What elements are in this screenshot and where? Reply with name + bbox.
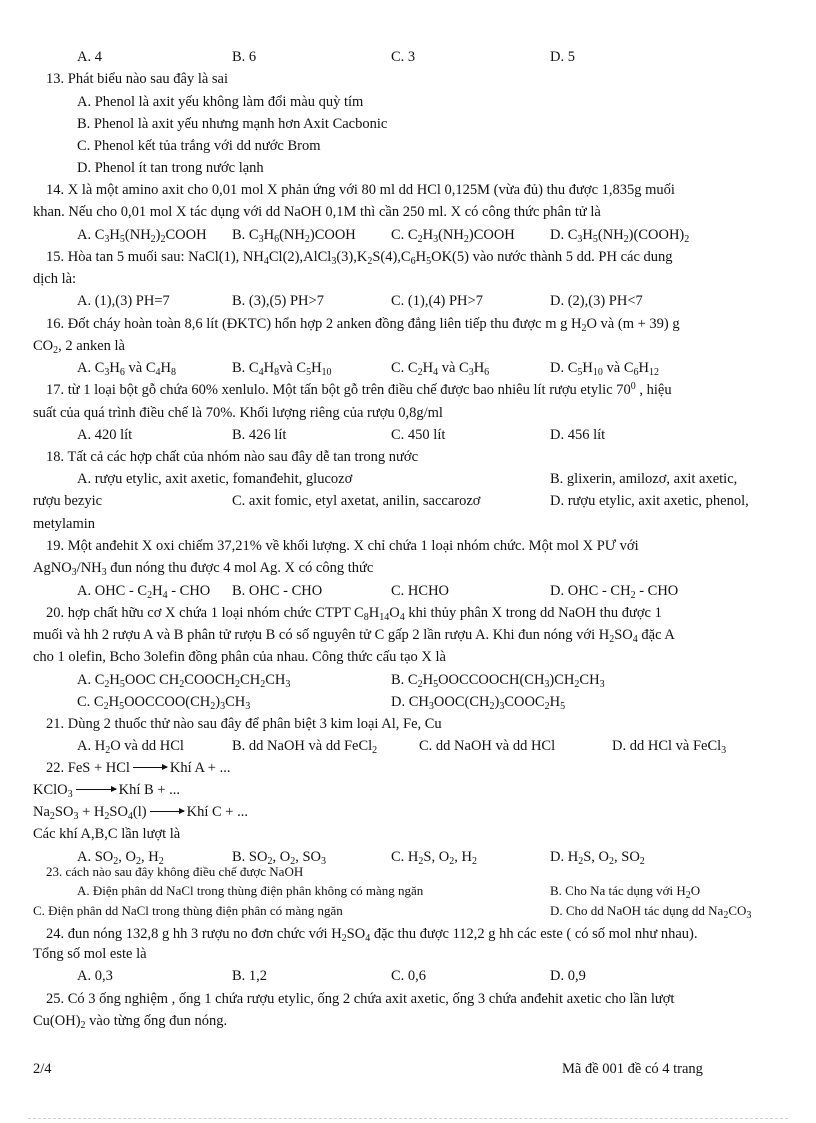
q15-option-b: B. (3),(5) PH>7 [232, 293, 324, 309]
q19-stem-line2: $AgNO_3/NH_3$ đun nóng thu được 4 mol Ag. X có công thức [33, 560, 374, 578]
q13-option-c: C. Phenol kết tủa trắng với dd nước Brom [77, 138, 321, 154]
exam-code: Mã đề 001 đề có 4 trang [562, 1061, 703, 1077]
q21-stem: 21. Dùng 2 thuốc thử nào sau đây để phân biệt 3 kim loại Al, Fe, Cu [46, 716, 442, 732]
q25-stem-line1: 25. Có 3 ống nghiệm , ống 1 chứa rượu etylic, ống 2 chứa axit axetic, ống 3 chứa anđehit axetic cho lần lượt [46, 991, 675, 1007]
q19-option-c: C. HCHO [391, 583, 450, 599]
q22-reaction-1: 22. FeS + HCl Khí A + ... [46, 760, 231, 776]
q16-option-a: A. $C_3H_6$ và $C_4H_8$ [77, 360, 176, 378]
q18-option-c: C. axit fomic, etyl axetat, anilin, saccarozơ [232, 493, 481, 509]
q14-stem-line2: khan. Nếu cho 0,01 mol X tác dụng với dd NaOH 0,1M thì cần 250 ml. X có công thức phân tử là [33, 204, 601, 220]
page-divider [28, 1118, 788, 1119]
q16-option-c: C. $C_2H_4$ và $C_3H_6$ [391, 360, 490, 378]
q18-option-a: A. rượu etylic, axit axetic, fomanđehit, glucozơ [77, 471, 353, 487]
q23-option-b: B. Cho Na tác dụng với $H_2O$ [550, 883, 701, 901]
q20-option-c: C. $C_2H_5OOCCOO(CH_2)_3CH_3$ [77, 694, 251, 712]
q21-option-d: D. dd HCl và FeCl$_3$ [612, 738, 727, 756]
q23-option-d: D. Cho dd NaOH tác dụng dd $Na_2CO_3$ [550, 903, 752, 921]
q16-stem-line2: $CO_2$, 2 anken là [33, 338, 125, 356]
q14-option-d: D. $C_3H_5(NH_2)(COOH)_2$ [550, 227, 690, 245]
page-number: 2/4 [33, 1061, 52, 1077]
q24-option-a: A. 0,3 [77, 968, 113, 984]
q17-stem-line2: suất của quá trình điều chế là 70%. Khối lượng riêng của rượu 0,8g/ml [33, 405, 443, 421]
q22-option-c: C. $H_2S$, $O_2$, $H_2$ [391, 849, 477, 867]
q22-reaction-2: KClO$_3$ Khí B + ... [33, 782, 181, 800]
q17-stem-line1: 17. từ 1 loại bột gỗ chứa 60% xenlulo. Một tấn bột gỗ trên điều chế được bao nhiêu lít rượu etylic $70^0$ , hiệu [46, 381, 672, 398]
q22-reaction-3: $Na_2SO_3 + H_2SO_4(l)$ Khí C + ... [33, 804, 248, 822]
q20-stem-line3: cho 1 olefin, Bcho 3olefin đồng phân của nhau. Công thức cấu tạo X là [33, 649, 446, 665]
q20-option-d: D. $CH_3OOC(CH_2)_3COOC_2H_5$ [391, 694, 566, 712]
q15-option-c: C. (1),(4) PH>7 [391, 293, 483, 309]
q23-stem: 23. cách nào sau đây không điều chế được NaOH [46, 864, 304, 879]
q14-option-a: A. $C_3H_5(NH_2)_2COOH$ [77, 227, 207, 245]
q17-option-d: D. 456 lít [550, 427, 606, 443]
q18-stem: 18. Tất cả các hợp chất của nhóm nào sau đây dễ tan trong nước [46, 449, 419, 465]
q22-option-b: B. $SO_2$, $O_2$, $SO_3$ [232, 849, 326, 867]
q21-option-a: A. $H_2O$ và dd HCl [77, 738, 184, 756]
q18-option-b: B. glixerin, amilozơ, axit axetic, [550, 471, 738, 487]
q13-option-d: D. Phenol ít tan trong nước lạnh [77, 160, 264, 176]
q22-option-a: A. $SO_2$, $O_2$, $H_2$ [77, 849, 164, 867]
q24-option-b: B. 1,2 [232, 968, 268, 984]
q19-option-a: A. OHC - $C_2H_4$ - CHO [77, 583, 211, 601]
q18-option-b-cont: rượu bezyic [33, 493, 103, 509]
q19-option-b: B. OHC - CHO [232, 583, 323, 599]
q15-stem-line1: 15. Hòa tan 5 muối sau: NaCl(1), $NH_4Cl(2),AlCl_3(3),K_2S(4),C_6H_5OK(5)$ vào nước thành 5 dd. PH các dung [46, 249, 673, 267]
q12-option-d: D. 5 [550, 49, 575, 65]
q19-option-d: D. OHC - $CH_2$ - CHO [550, 583, 679, 601]
q20-stem-line1: 20. hợp chất hữu cơ X chứa 1 loại nhóm chức CTPT $C_8H_{14}O_4$ khi thủy phân X trong dd NaOH thu được 1 [46, 605, 662, 623]
q13-option-b: B. Phenol là axit yếu nhưng mạnh hơn Axit Cacbonic [77, 116, 388, 132]
q12-option-a: A. 4 [77, 49, 102, 65]
q12-option-c: C. 3 [391, 49, 416, 65]
q22-stem: Các khí A,B,C lần lượt là [33, 826, 181, 842]
q20-option-a: A. $C_2H_5OOC$ $CH_2COOCH_2CH_2CH_3$ [77, 672, 291, 690]
q17-option-a: A. 420 lít [77, 427, 133, 443]
q21-option-c: C. dd NaOH và dd HCl [419, 738, 556, 754]
q18-option-d-cont: metylamin [33, 516, 96, 532]
q12-option-b: B. 6 [232, 49, 257, 65]
q22-option-d: D. $H_2S$, $O_2$, $SO_2$ [550, 849, 645, 867]
q24-stem-line1: 24. đun nóng 132,8 g hh 3 rượu no đơn chức với $H_2SO_4$ đặc thu được 112,2 g hh các este ( có số mol như nhau). [46, 926, 698, 944]
q18-option-d: D. rượu etylic, axit axetic, phenol, [550, 493, 749, 509]
q16-option-b: B. $C_4H_8và$ $C_5H_{10}$ [232, 360, 332, 378]
q24-option-d: D. 0,9 [550, 968, 586, 984]
q15-option-d: D. (2),(3) PH<7 [550, 293, 643, 309]
q17-option-b: B. 426 lít [232, 427, 287, 443]
q16-option-d: D. $C_5H_{10}$ và $C_6H_{12}$ [550, 360, 659, 378]
q25-stem-line2: $Cu(OH)_2$ vào từng ống đun nóng. [33, 1013, 228, 1031]
q24-stem-line2: Tổng số mol este là [33, 946, 147, 962]
q14-option-c: C. $C_2H_3(NH_2)COOH$ [391, 227, 515, 245]
q24-option-c: C. 0,6 [391, 968, 427, 984]
q17-option-c: C. 450 lít [391, 427, 446, 443]
arrow-icon [150, 811, 184, 812]
q23-option-c: C. Điện phân dd NaCl trong thùng điện phân có màng ngăn [33, 903, 343, 918]
arrow-icon [76, 789, 116, 790]
arrow-icon [133, 767, 167, 768]
q23-option-a: A. Điện phân dd NaCl trong thùng điện phân không có màng ngăn [77, 883, 424, 898]
q14-option-b: B. $C_3H_6(NH_2)COOH$ [232, 227, 356, 245]
q20-option-b: B. $C_2H_5OOCCOOCH(CH_3)CH_2CH_3$ [391, 672, 605, 690]
q19-stem-line1: 19. Một anđehit X oxi chiếm 37,21% về khối lượng. X chỉ chứa 1 loại nhóm chức. Một mol X PƯ với [46, 538, 639, 554]
q15-option-a: A. (1),(3) PH=7 [77, 293, 170, 309]
q21-option-b: B. dd NaOH và dd FeCl$_2$ [232, 738, 378, 756]
q15-stem-line2: dịch là: [33, 271, 77, 287]
q14-stem-line1: 14. X là một amino axit cho 0,01 mol X phản ứng với 80 ml dd HCl 0,125M (vừa đủ) thu được 1,835g muối [46, 182, 675, 198]
q13-option-a: A. Phenol là axit yếu không làm đổi màu quỳ tím [77, 94, 364, 110]
q16-stem-line1: 16. Đốt cháy hoàn toàn 8,6 lít (ĐKTC) hổn hợp 2 anken đồng đẳng liên tiếp thu được m g $H_2O$ và (m + 39) g [46, 316, 680, 334]
q20-stem-line2: muối và hh 2 rượu A và B phân tử rượu B có số nguyên tử C gấp 2 lần rượu A. Khi đun nóng với $H_2SO_4$ đặc A [33, 627, 675, 645]
q13-stem: 13. Phát biểu nào sau đây là sai [46, 71, 229, 87]
